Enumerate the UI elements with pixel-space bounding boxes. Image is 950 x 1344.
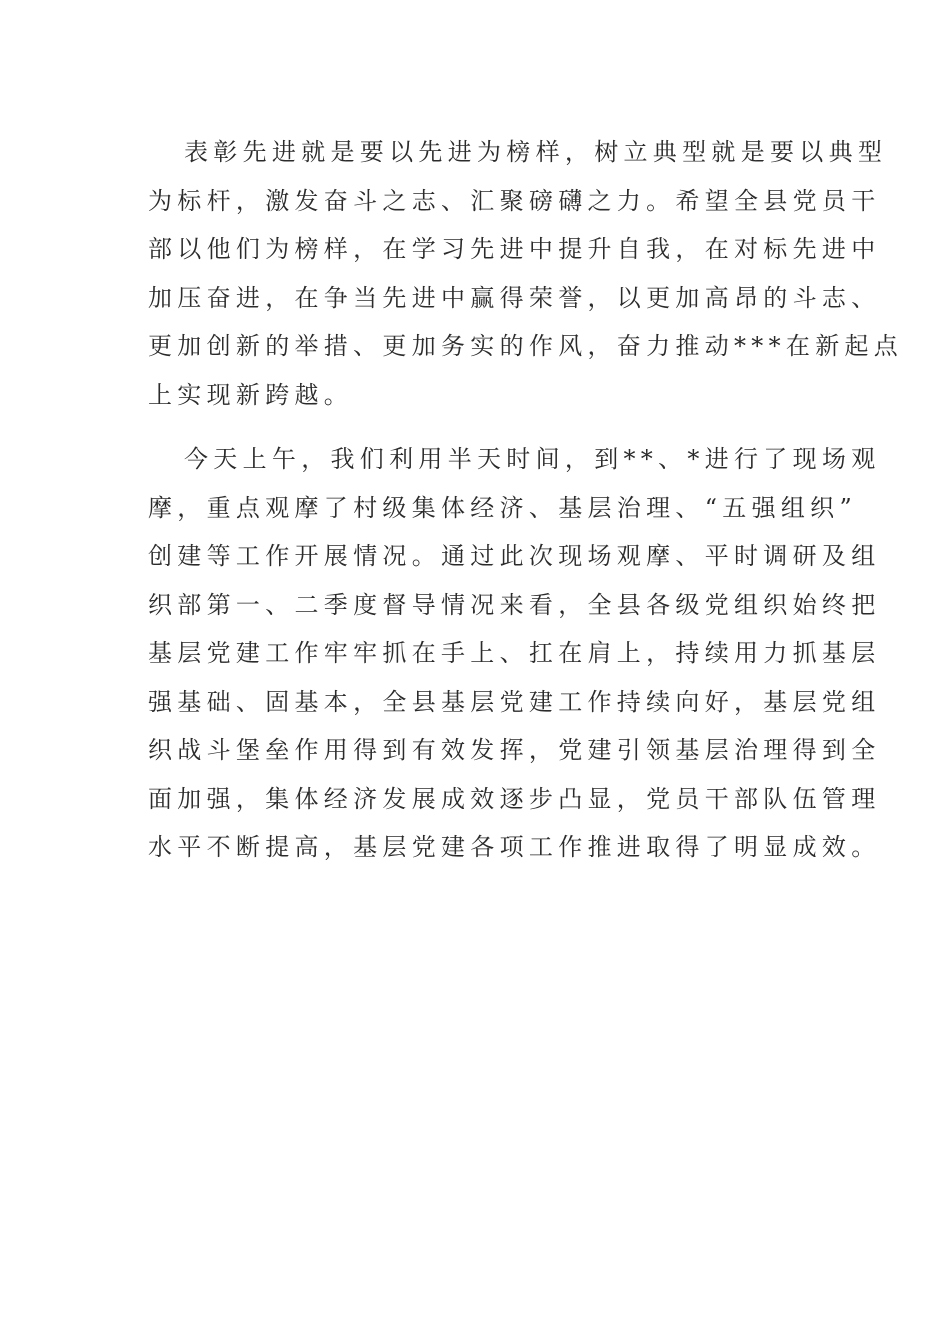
text-line: 强基础、固基本，全县基层党建工作持续向好，基层党组 — [148, 687, 881, 716]
text-line: 织战斗堡垒作用得到有效发挥，党建引领基层治理得到全 — [148, 736, 881, 764]
text-line: 面加强，集体经济发展成效逐步凸显，党员干部队伍管理 — [148, 784, 881, 813]
text-line: 织部第一、二季度督导情况来看，全县各级党组织始终把 — [148, 590, 881, 619]
text-line: 创建等工作开展情况。通过此次现场观摩、平时调研及组 — [148, 542, 881, 570]
text-line: 表彰先进就是要以先进为榜样，树立典型就是要以典型 — [184, 138, 888, 166]
paragraph-site-observation — [148, 435, 881, 872]
text-line: 为标杆，激发奋斗之志、汇聚磅礴之力。希望全县党员干 — [148, 186, 881, 215]
text-line: 摩，重点观摩了村级集体经济、基层治理、“五强组织” — [148, 493, 858, 522]
text-line: 部以他们为榜样，在学习先进中提升自我，在对标先进中 — [148, 235, 881, 263]
document-body — [148, 128, 904, 872]
text-line: 更加创新的举措、更加务实的作风，奋力推动***在新起点 — [148, 332, 904, 360]
paragraph-commendation — [148, 128, 904, 419]
text-line: 基层党建工作牢牢抓在手上、扛在肩上，持续用力抓基层 — [148, 639, 881, 667]
text-line: 水平不断提高，基层党建各项工作推进取得了明显成效。 — [148, 833, 881, 861]
text-line: 今天上午，我们利用半天时间，到**、*进行了现场观 — [184, 445, 881, 473]
text-line: 上实现新跨越。 — [148, 380, 354, 409]
text-line: 加压奋进，在争当先进中赢得荣誉，以更加高昂的斗志、 — [148, 283, 881, 312]
